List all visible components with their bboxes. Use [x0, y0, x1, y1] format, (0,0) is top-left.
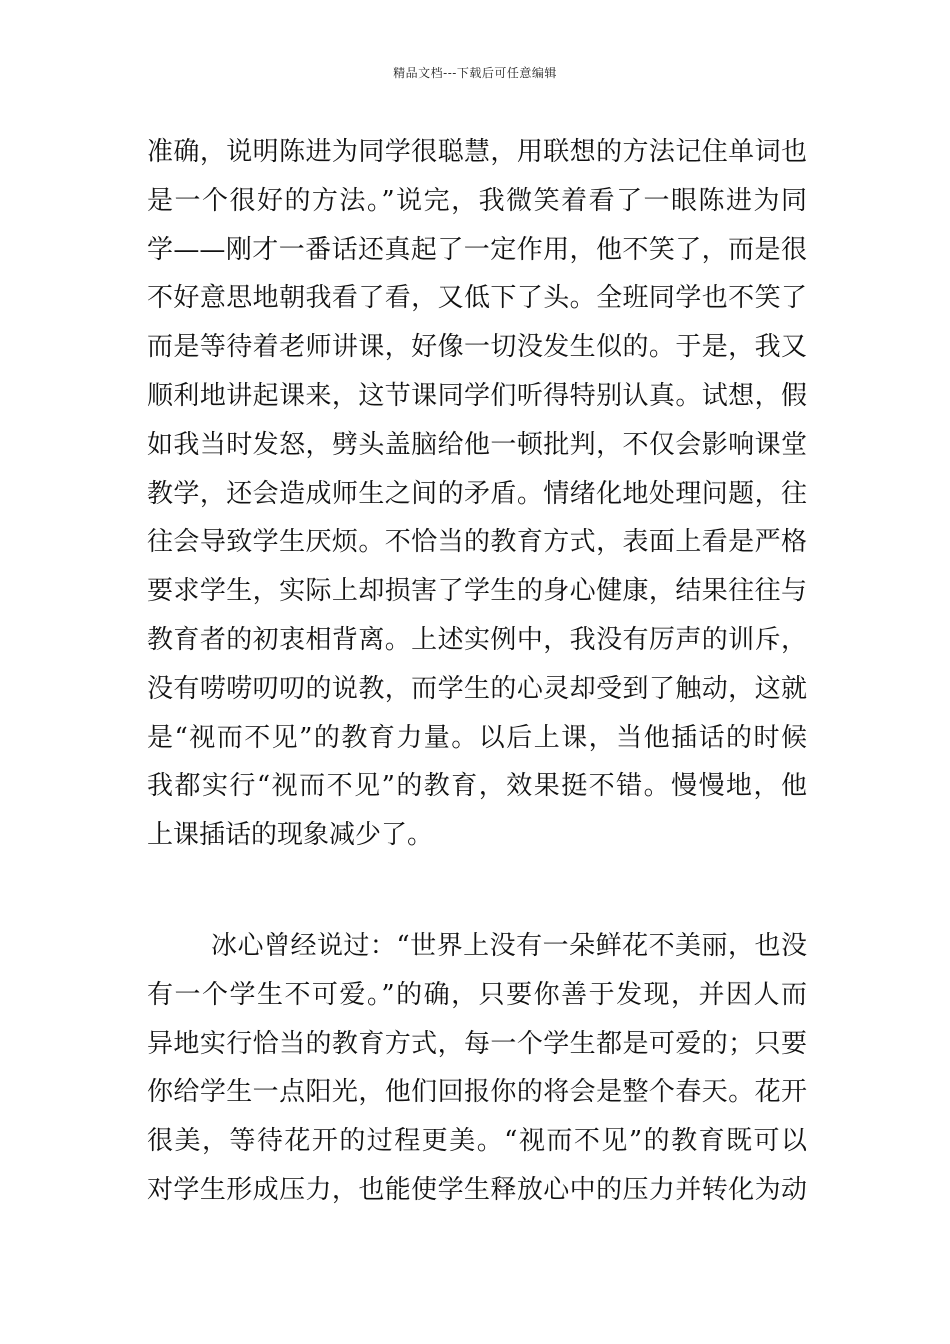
text-line: 顺利地讲起课来，这节课同学们听得特别认真。试想，假 [147, 380, 807, 411]
text-line: 是一个很好的方法。”说完，我微笑着看了一眼陈进为同 [147, 185, 807, 216]
text-line: 学——刚才一番话还真起了一定作用，他不笑了，而是很 [147, 234, 807, 265]
text-line: 教学，还会造成师生之间的矛盾。情绪化地处理问题，往 [147, 478, 807, 509]
text-line: 是“视而不见”的教育力量。以后上课，当他插话的时候 [147, 722, 807, 753]
text-line: 要求学生，实际上却损害了学生的身心健康，结果往往与 [147, 576, 807, 607]
text-line: 不好意思地朝我看了看，又低下了头。全班同学也不笑了 [147, 283, 807, 314]
text-line: 教育者的初衷相背离。上述实例中，我没有厉声的训斥， [147, 624, 807, 655]
text-line: 冰心曾经说过：“世界上没有一朵鲜花不美丽，也没 [211, 931, 807, 961]
text-line: 如我当时发怒，劈头盖脑给他一顿批判，不仅会影响课堂 [147, 429, 807, 460]
text-line: 有一个学生不可爱。”的确，只要你善于发现，并因人而 [147, 979, 807, 1010]
text-line: 你给学生一点阳光，他们回报你的将会是整个春天。花开 [147, 1077, 807, 1108]
text-line: 很美，等待花开的过程更美。“视而不见”的教育既可以 [147, 1126, 807, 1157]
text-line: 对学生形成压力，也能使学生释放心中的压力并转化为动 [147, 1174, 807, 1205]
text-line: 没有唠唠叨叨的说教，而学生的心灵却受到了触动，这就 [147, 673, 807, 704]
text-line: 上课插话的现象减少了。 [147, 820, 434, 851]
paragraph [147, 922, 807, 1215]
text-line: 我都实行“视而不见”的教育，效果挺不错。慢慢地，他 [147, 771, 807, 802]
page-header: 精品文档---下载后可任意编辑 [393, 66, 557, 80]
paragraph [147, 128, 807, 860]
text-line: 而是等待着老师讲课，好像一切没发生似的。于是，我又 [147, 332, 807, 363]
text-line: 往会导致学生厌烦。不恰当的教育方式，表面上看是严格 [147, 527, 807, 558]
text-line: 准确，说明陈进为同学很聪慧，用联想的方法记住单词也 [147, 137, 807, 167]
text-line: 异地实行恰当的教育方式，每一个学生都是可爱的；只要 [147, 1028, 807, 1059]
